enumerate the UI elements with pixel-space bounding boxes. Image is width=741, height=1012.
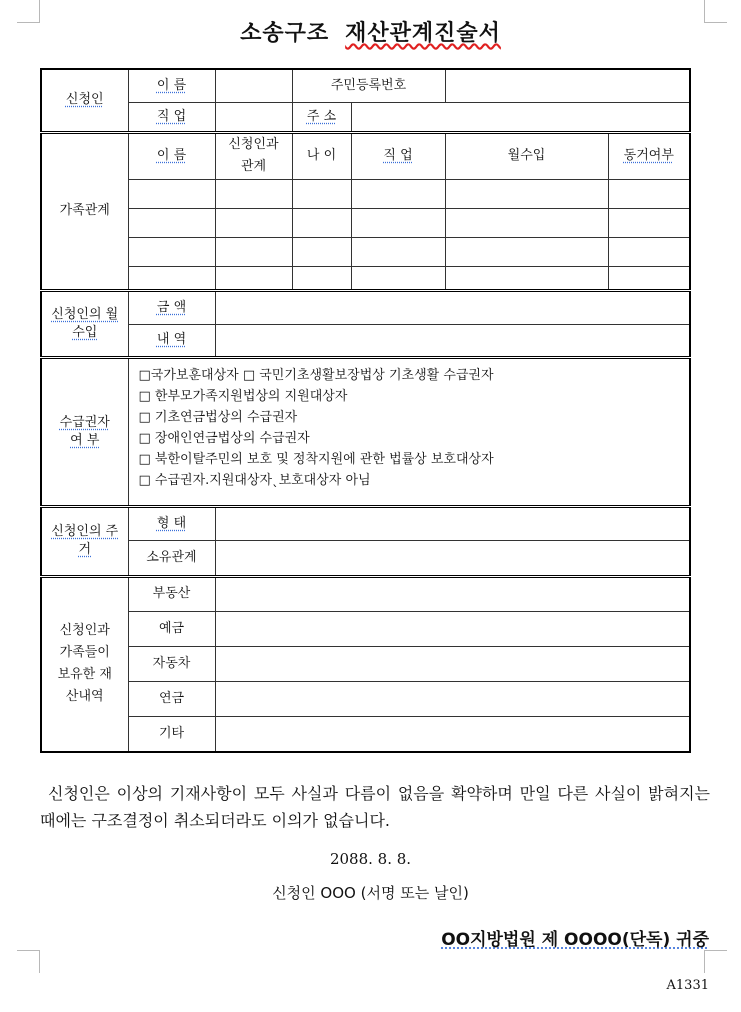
document-title xyxy=(0,16,741,47)
family-row xyxy=(41,208,690,237)
family-cell[interactable] xyxy=(215,237,292,266)
family-cell[interactable] xyxy=(292,208,351,237)
family-cell[interactable] xyxy=(128,266,215,290)
residence-section-label: 신청인의 주거 xyxy=(41,506,128,576)
income-section-label: 신청인의 월수입 xyxy=(41,290,128,357)
family-cell[interactable] xyxy=(351,237,445,266)
family-cell[interactable] xyxy=(128,237,215,266)
title-part-2: 재산관계진술서 xyxy=(345,21,501,46)
address-field[interactable] xyxy=(351,102,690,132)
asset-field[interactable] xyxy=(215,576,690,611)
family-cell[interactable] xyxy=(292,179,351,208)
family-cell[interactable] xyxy=(608,179,690,208)
title-part-1: 소송구조 xyxy=(240,21,330,46)
family-cell[interactable] xyxy=(608,208,690,237)
document-date: 2088. 8. 8. xyxy=(329,850,412,868)
family-section-label: 가족관계 xyxy=(41,132,128,290)
property-statement-form xyxy=(40,68,691,753)
family-cell[interactable] xyxy=(445,237,608,266)
asset-label-pension: 연금 xyxy=(128,681,215,716)
family-row xyxy=(41,179,690,208)
ownership-label: 소유관계 xyxy=(128,540,215,576)
family-row xyxy=(41,266,690,290)
benefit-option[interactable]: □ 수급권자.지원대상자ˎ보호대상자 아님 xyxy=(138,472,371,488)
family-header-job: 직 업 xyxy=(351,132,445,179)
family-cell[interactable] xyxy=(351,179,445,208)
rrn-field[interactable] xyxy=(445,69,690,102)
family-cell[interactable] xyxy=(215,179,292,208)
rrn-label: 주민등록번호 xyxy=(292,69,445,102)
asset-field[interactable] xyxy=(215,681,690,716)
benefit-option[interactable]: □ 장애인연금법상의 수급권자 xyxy=(138,430,310,446)
asset-label-real-estate: 부동산 xyxy=(128,576,215,611)
family-cell[interactable] xyxy=(445,208,608,237)
detail-field[interactable] xyxy=(215,324,690,357)
address-label: 주 소 xyxy=(292,102,351,132)
family-cell[interactable] xyxy=(292,266,351,290)
asset-label-deposit: 예금 xyxy=(128,611,215,646)
family-header-cohabit: 동거여부 xyxy=(608,132,690,179)
benefit-checklist xyxy=(128,357,690,506)
family-cell[interactable] xyxy=(128,179,215,208)
family-cell[interactable] xyxy=(128,208,215,237)
family-cell[interactable] xyxy=(292,237,351,266)
name-field[interactable] xyxy=(215,69,292,102)
benefit-option[interactable]: □ 기초연금법상의 수급권자 xyxy=(138,409,298,425)
residence-type-field[interactable] xyxy=(215,506,690,540)
name-label: 이 름 xyxy=(128,69,215,102)
asset-label-car: 자동차 xyxy=(128,646,215,681)
form-code: A1331 xyxy=(666,978,709,993)
family-cell[interactable] xyxy=(351,266,445,290)
asset-field[interactable] xyxy=(215,646,690,681)
asset-field[interactable] xyxy=(215,611,690,646)
amount-field[interactable] xyxy=(215,290,690,324)
benefit-section-label: 수급권자 여 부 xyxy=(41,357,128,506)
benefit-option[interactable]: □ 한부모가족지원법상의 지원대상자 xyxy=(138,388,348,404)
family-cell[interactable] xyxy=(445,266,608,290)
family-header-relation: 신청인과 관계 xyxy=(215,132,292,179)
family-cell[interactable] xyxy=(608,237,690,266)
family-cell[interactable] xyxy=(608,266,690,290)
signer-line: 신청인 OOO (서명 또는 날인) xyxy=(272,884,469,902)
family-cell[interactable] xyxy=(351,208,445,237)
benefit-option[interactable]: □국가보훈대상자 □ 국민기초생활보장법상 기초생활 수급권자 xyxy=(138,367,494,383)
family-cell[interactable] xyxy=(215,208,292,237)
family-cell[interactable] xyxy=(445,179,608,208)
family-header-income: 월수입 xyxy=(445,132,608,179)
family-header-name: 이 름 xyxy=(128,132,215,179)
asset-label-other: 기타 xyxy=(128,716,215,752)
amount-label: 금 액 xyxy=(128,290,215,324)
applicant-section-label: 신청인 xyxy=(41,69,128,132)
family-row xyxy=(41,237,690,266)
job-label: 직 업 xyxy=(128,102,215,132)
declaration-statement: 신청인은 이상의 기재사항이 모두 사실과 다름이 없음을 확약하며 만일 다른 사실이 밝혀지는 때에는 구조결정이 취소되더라도 이의가 없습니다. xyxy=(40,784,710,830)
corner-mark-bottom-right xyxy=(704,950,727,973)
court-addressee: OO지방법원 제 OOOO(단독) 귀중 xyxy=(441,930,709,950)
job-field[interactable] xyxy=(215,102,292,132)
benefit-option[interactable]: □ 북한이탈주민의 보호 및 정착지원에 관한 법률상 보호대상자 xyxy=(138,451,494,467)
family-cell[interactable] xyxy=(215,266,292,290)
asset-field[interactable] xyxy=(215,716,690,752)
assets-section-label: 신청인과 가족들이 보유한 재산내역 xyxy=(41,576,128,752)
residence-type-label: 형 태 xyxy=(128,506,215,540)
ownership-field[interactable] xyxy=(215,540,690,576)
detail-label: 내 역 xyxy=(128,324,215,357)
corner-mark-bottom-left xyxy=(17,950,40,973)
family-header-age: 나 이 xyxy=(292,132,351,179)
